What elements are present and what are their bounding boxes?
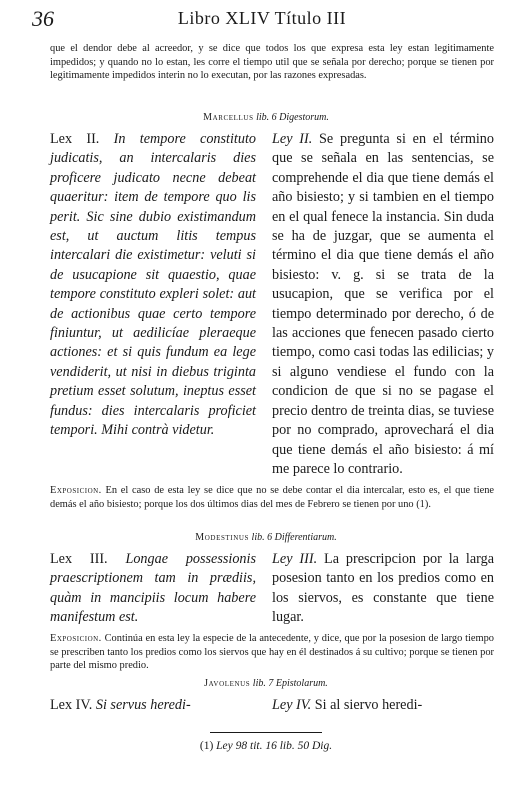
ley-label: Ley II. <box>272 131 313 147</box>
lex-label: Lex III. <box>50 551 108 567</box>
source-reference: lib. 7 Epistolarum. <box>252 678 328 689</box>
source-reference: lib. 6 Digestorum. <box>256 112 329 123</box>
exposicion-text: En el caso de esta ley se dice que no se debe contar el dia intercalar, esto es, el que tiene demás el año bisiesto; porque los dos últimos dias del mes de Febrero se tienen por uno (1). <box>50 485 494 510</box>
source-modestinus <box>0 532 532 543</box>
source-author: Modestinus <box>195 532 250 543</box>
running-header <box>32 6 492 34</box>
lex-label: Lex II. <box>50 131 100 147</box>
footnote <box>0 740 532 752</box>
latin-column <box>50 130 256 441</box>
latin-text: Longae possessionis praescriptionem tam in prædiis, quàm in mancipiis locum habere manifestum est. <box>50 551 256 626</box>
page-number: 36 <box>32 6 54 31</box>
lex-4-section <box>50 696 494 720</box>
exposicion-1 <box>50 484 494 511</box>
footnote-mark: (1) <box>199 740 214 752</box>
lex-3-section <box>50 550 494 628</box>
lex-2-section <box>50 130 494 476</box>
exposicion-text: Continúa en esta ley la especie de la antecedente, y dice, que por la posesion de largo tiempo se prescriben tanto los predios como los siervos que hay en él destinados á su cultivo; porque se tienen por parte del mismo predio. <box>50 633 494 672</box>
spanish-column <box>272 550 494 628</box>
ley-label: Ley III. <box>272 551 318 567</box>
latin-text: In tempore constituto judicatis, an intercalaris dies proficere judicato necne debeat quaeritur: item de tempore quo lis perit. Sic sine dubio existimandum est, ut auctum litis tempus intercalari die existimetur: veluti si de usucapione sit quaestio, quae tempore constituto expleri solet: aut de actionibus quae certo tempore finiuntur, ut aedilicíae pleraeque actiones: et si quis fundum ea lege vendiderit, ut nisi in diebus triginta pretium esset solutum, ineptus esset fundus: dies intercalaris proficiet tempori. Mihi contrà videtur. <box>50 131 256 439</box>
spanish-text: Si al siervo heredi- <box>314 697 423 713</box>
running-title: Libro XLIV Título III <box>177 8 347 28</box>
spanish-text: Se pregunta si en el término que se señala en las sentencias, se comprehende el dia que tiene demás el año bisiesto; y si tambien en el tiempo en el qual fenece la instancia. Sin duda se ha de juzgar, que se aumenta el término el dia que tiene demás el año bisiesto: v. g. si se trata de la usucapion, que se verifica por el tiempo determinado por derecho, ó de las acciones que fenecen pasado cierto tiempo, como casi todas las edilicias; y si alguno vendiese el fundo con la condicion de que si no se pagase el precio dentro de treinta dias, se tuviese por no comprado, aprovechará el dia que tiene demás el año bisiesto: á mí me parece lo contrario. <box>272 131 494 477</box>
latin-text: Si servus heredi- <box>95 697 191 713</box>
intro-paragraph: que el dendor debe al acreedor, y se dice que todos los que expresa esta ley estan legitimamente impedidos; y quando no lo estan, les corre el tiempo util que se señala por derecho; porque se tienen por legitimamente impedidos interin no lo executan, por las razones expresadas. <box>50 43 494 82</box>
spanish-text: La prescripcion por la larga posesion tanto en los predios como en los siervos, es constante que tiene lugar. <box>272 551 494 626</box>
exposicion-label: Exposicion. <box>50 633 102 644</box>
source-reference: lib. 6 Differentiarum. <box>251 532 337 543</box>
source-author: Javolenus <box>204 678 251 689</box>
lex-label: Lex IV. <box>50 697 93 713</box>
source-marcellus <box>0 112 532 123</box>
source-javolenus <box>0 678 532 689</box>
spanish-column <box>272 696 494 715</box>
source-author: Marcellus <box>203 112 254 123</box>
exposicion-label: Exposicion. <box>50 485 102 496</box>
exposicion-2 <box>50 632 494 673</box>
latin-column <box>50 550 256 628</box>
spanish-column <box>272 130 494 479</box>
footnote-text: Ley 98 tit. 16 lib. 50 Dig. <box>216 740 333 752</box>
latin-column <box>50 696 256 715</box>
footnote-divider <box>210 732 322 733</box>
ley-label: Ley IV. <box>272 697 312 713</box>
